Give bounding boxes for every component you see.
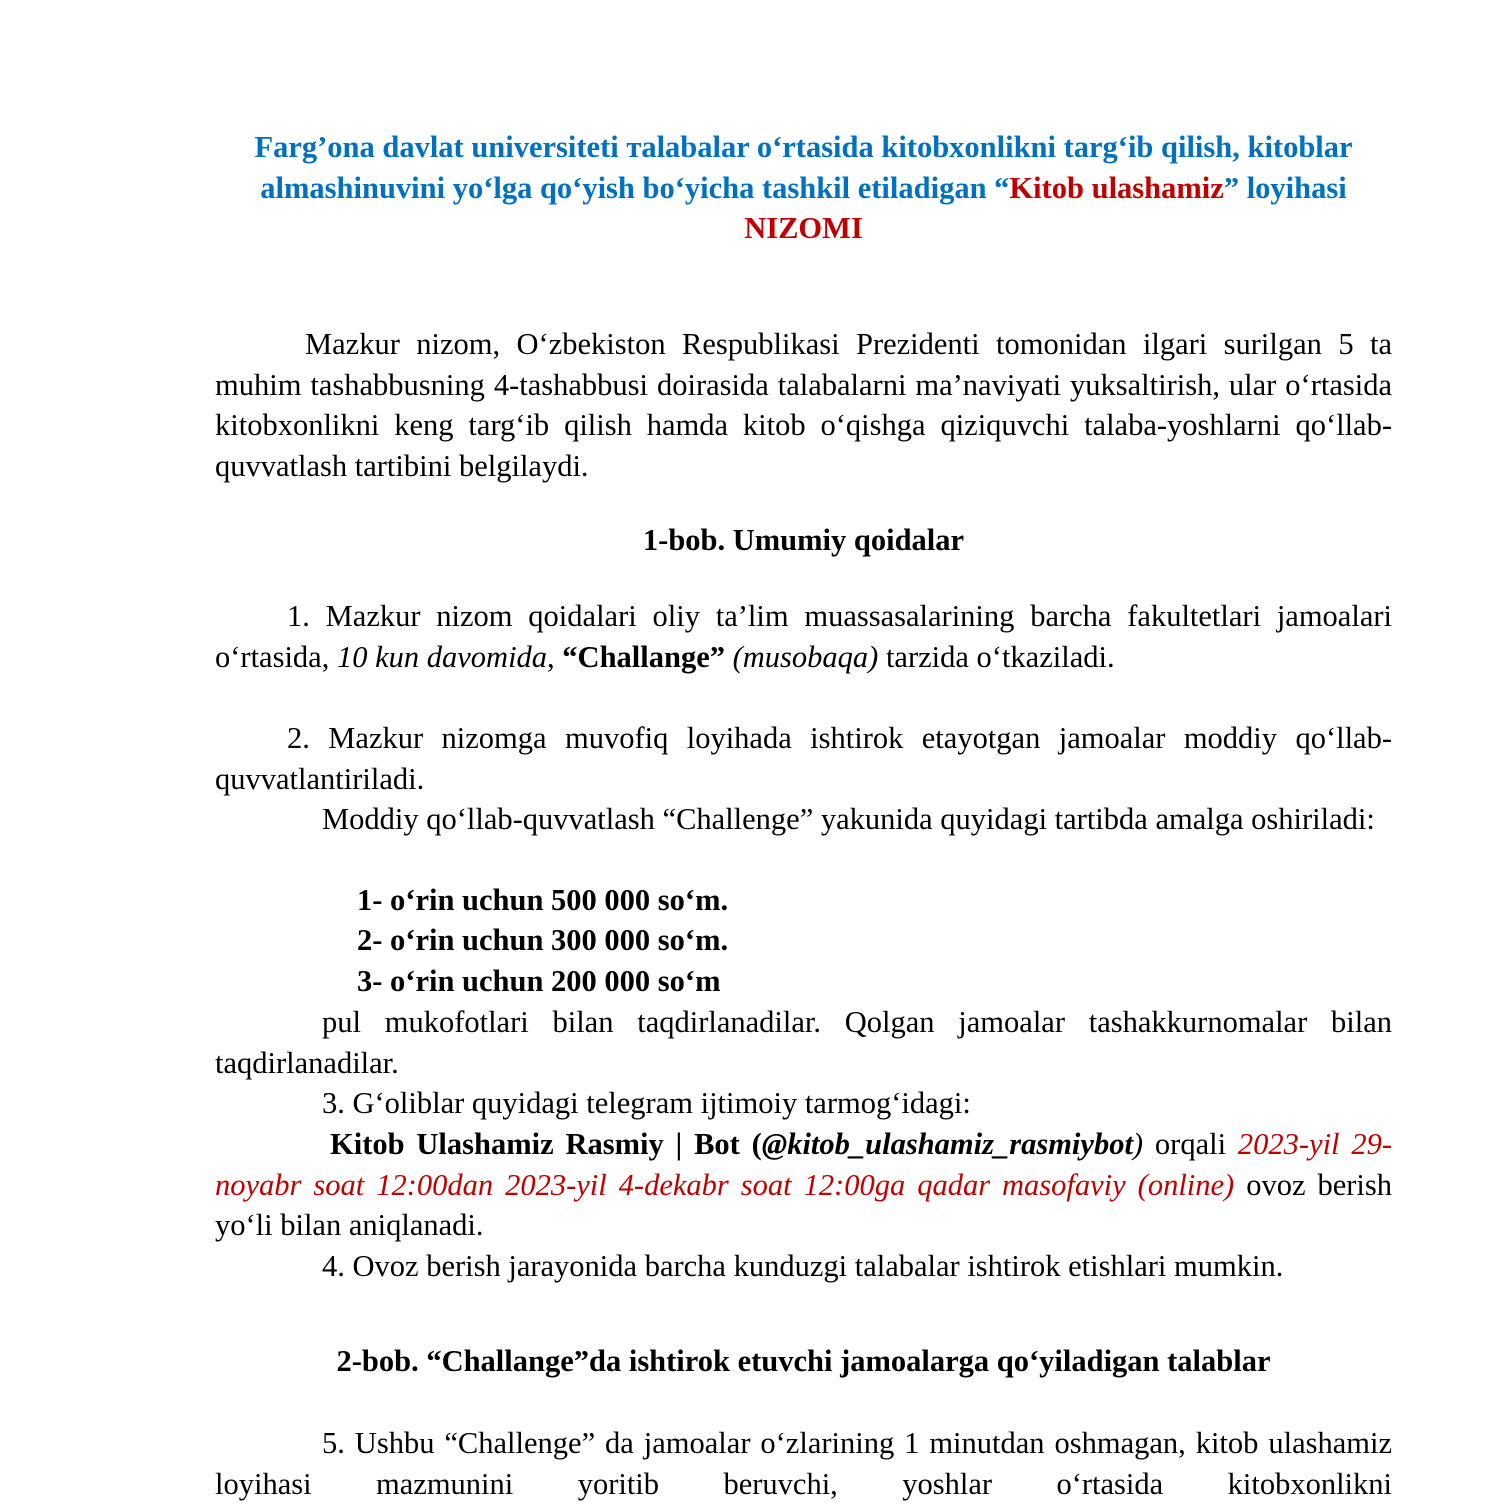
item-5: 5. Ushbu “Challenge” da jamoalar o‘zlarining 1 minutdan oshmagan, kitob ulashamiz loyihasi mazmunini yoritib beruvchi, yoshlar o‘rtasida kitobxonlikni [215,1426,1392,1501]
project-name: Kitob ulashamiz [1009,170,1224,205]
item-3: 3. G‘oliblar quyidagi telegram ijtimoiy tarmog‘idagi: [322,1086,971,1120]
item-1: 1. Mazkur nizom qoidalari oliy ta’lim muassasalarining barcha fakultetlari jamoalari o‘rtasida, 10 kun davomida, “Challange” (musobaqa) tarzida o‘tkaziladi. [215,599,1392,674]
prize-note: pul mukofotlari bilan taqdirlanadilar. Qolgan jamoalar tashakkurnomalar bilan taqdirlanadilar. [215,1005,1392,1080]
chapter2-heading: 2-bob. “Challange”da ishtirok etuvchi jamoalarga qo‘yiladigan talablar [336,1344,1271,1378]
bot-name: Kitob Ulashamiz Rasmiy | Bot [330,1127,740,1161]
bot-handle: @kitob_ulashamiz_rasmiybot [761,1127,1133,1161]
item-4: 4. Ovoz berish jarayonida barcha kunduzgi talabalar ishtirok etishlari mumkin. [322,1249,1284,1283]
document-title [215,127,1392,249]
title-suffix: ” loyihasi [1223,170,1347,205]
chapter1-heading: 1-bob. Umumiy qoidalar [642,523,965,557]
title-text: Farg’ona davlat universiteti тalabalar o‘rtasida kitobxonlikni targ‘ib qilish, kitoblar almashinuvini yo‘lga qo‘yish bo‘yicha tashkil etiladigan “ [254,130,1353,205]
prize-2: 2- o‘rin uchun 300 000 so‘m. [357,923,729,957]
voting-period: 2023-yil 29-noyabr soat 12:00dan 2023-yil 4-dekabr soat 12:00ga qadar masofaviy (online) [215,1127,1392,1202]
prize-1: 1- o‘rin uchun 500 000 so‘m. [357,883,729,917]
intro-paragraph: Mazkur nizom, O‘zbekiston Respublikasi Prezidenti tomonidan ilgari surilgan 5 ta muhim tashabbusning 4-tashabbusi doirasida talabalarni ma’naviyati yuksaltirish, ular o‘rtasida kitobxonlikni keng targ‘ib qilish hamda kitob o‘qishga qiziquvchi talaba-yoshlarni qo‘llab-quvvatlash tartibini belgilaydi. [215,327,1392,483]
support-intro: Moddiy qo‘llab-quvvatlash “Challenge” yakunida quyidagi tartibda amalga oshiriladi: [322,802,1375,836]
item-2: 2. Mazkur nizomga muvofiq loyihada ishtirok etayotgan jamoalar moddiy qo‘llab-quvvatlantiriladi. [215,721,1392,796]
prize-3: 3- o‘rin uchun 200 000 so‘m [357,964,721,998]
document-type: NIZOMI [744,211,863,246]
telegram-bot-line: Kitob Ulashamiz Rasmiy | Bot (@kitob_ulashamiz_rasmiybot) orqali 2023-yil 29-noyabr soat 12:00dan 2023-yil 4-dekabr soat 12:00ga qadar masofaviy (online) ovoz berish yo‘li bilan aniqlanadi. [215,1127,1392,1243]
